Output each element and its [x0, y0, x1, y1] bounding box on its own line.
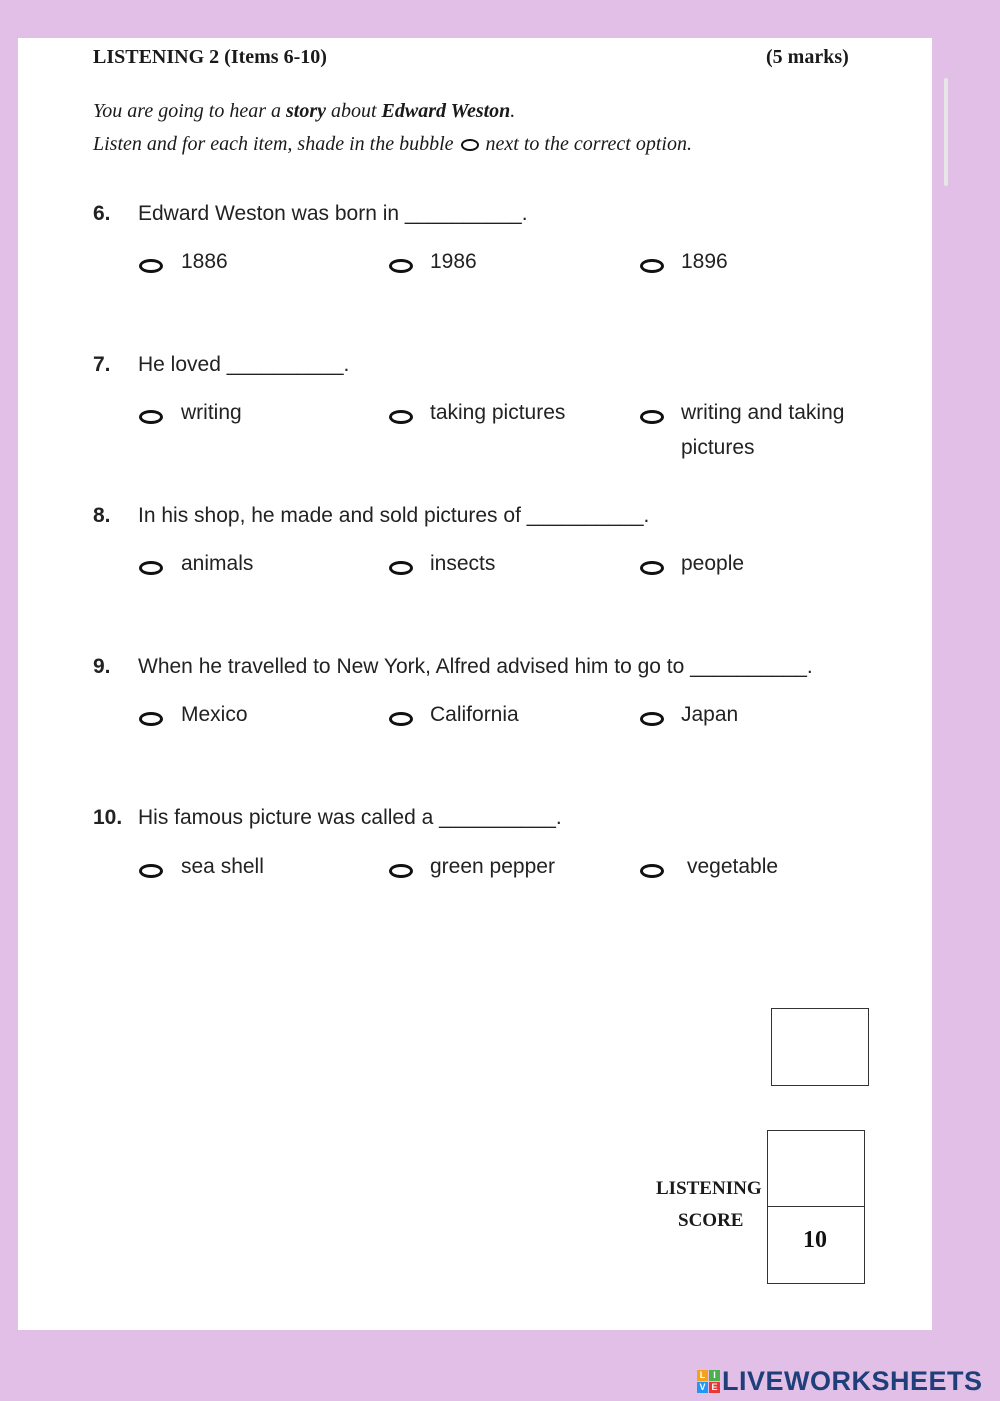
q9-option-b-bubble[interactable] [389, 712, 413, 726]
q6-option-a-bubble[interactable] [139, 259, 163, 273]
q8-option-a-bubble[interactable] [139, 561, 163, 575]
q7-option-b-bubble[interactable] [389, 410, 413, 424]
question-9: 9. When he travelled to New York, Alfred advised him to go to __________. [93, 655, 813, 678]
page-edge-scrollbar [944, 78, 948, 186]
q10-option-a-bubble[interactable] [139, 864, 163, 878]
instruction-line-1: You are going to hear a story about Edward Weston. [93, 100, 516, 122]
logo-text: LIVEWORKSHEETS [722, 1365, 983, 1396]
q6-option-c: 1896 [681, 250, 728, 273]
question-7: 7. He loved __________. [93, 353, 350, 376]
logo-letter: L [697, 1370, 708, 1381]
score-total-box [767, 1206, 865, 1284]
q7-option-a-bubble[interactable] [139, 410, 163, 424]
logo-letter: I [709, 1370, 720, 1381]
score-input-box[interactable] [767, 1130, 865, 1208]
q7-option-c: writing and taking pictures [681, 401, 845, 459]
section-marks: (5 marks) [766, 46, 849, 68]
q7-option-a: writing [181, 401, 242, 424]
q8-option-b-bubble[interactable] [389, 561, 413, 575]
bubble-icon [461, 139, 479, 151]
q8-option-a: animals [181, 552, 254, 575]
q6-option-b-bubble[interactable] [389, 259, 413, 273]
q10-option-c: vegetable [687, 855, 779, 878]
score-label-line2: SCORE [678, 1210, 744, 1231]
q9-option-a-bubble[interactable] [139, 712, 163, 726]
q6-option-a: 1886 [181, 250, 228, 273]
score-total: 10 [803, 1227, 827, 1253]
answer-box[interactable] [771, 1008, 869, 1086]
section-title: LISTENING 2 (Items 6-10) [93, 46, 327, 68]
score-label-line1: LISTENING [656, 1178, 762, 1199]
question-6: 6. Edward Weston was born in __________. [93, 202, 528, 225]
question-10: 10. His famous picture was called a __________. [93, 806, 562, 829]
q8-option-c-bubble[interactable] [640, 561, 664, 575]
worksheet-page [18, 38, 932, 1330]
q8-option-b: insects [430, 552, 496, 575]
liveworksheets-logo [697, 1366, 983, 1396]
q6-option-b: 1986 [430, 250, 477, 273]
q6-option-c-bubble[interactable] [640, 259, 664, 273]
q7-option-b: taking pictures [430, 401, 566, 424]
q10-option-c-bubble[interactable] [640, 864, 664, 878]
q10-option-b-bubble[interactable] [389, 864, 413, 878]
q9-option-a: Mexico [181, 703, 248, 726]
q10-option-a: sea shell [181, 855, 264, 878]
instruction-line-2: Listen and for each item, shade in the bubble next to the correct option. [93, 133, 692, 155]
question-8: 8. In his shop, he made and sold pictures of __________. [93, 504, 650, 527]
q9-option-b: California [430, 703, 519, 726]
q10-option-b: green pepper [430, 855, 555, 878]
q8-option-c: people [681, 552, 745, 575]
logo-letter: E [709, 1382, 720, 1393]
logo-letter: V [697, 1382, 708, 1393]
q9-option-c-bubble[interactable] [640, 712, 664, 726]
q7-option-c-bubble[interactable] [640, 410, 664, 424]
q9-option-c: Japan [681, 703, 739, 726]
logo-mark-icon [697, 1370, 720, 1393]
